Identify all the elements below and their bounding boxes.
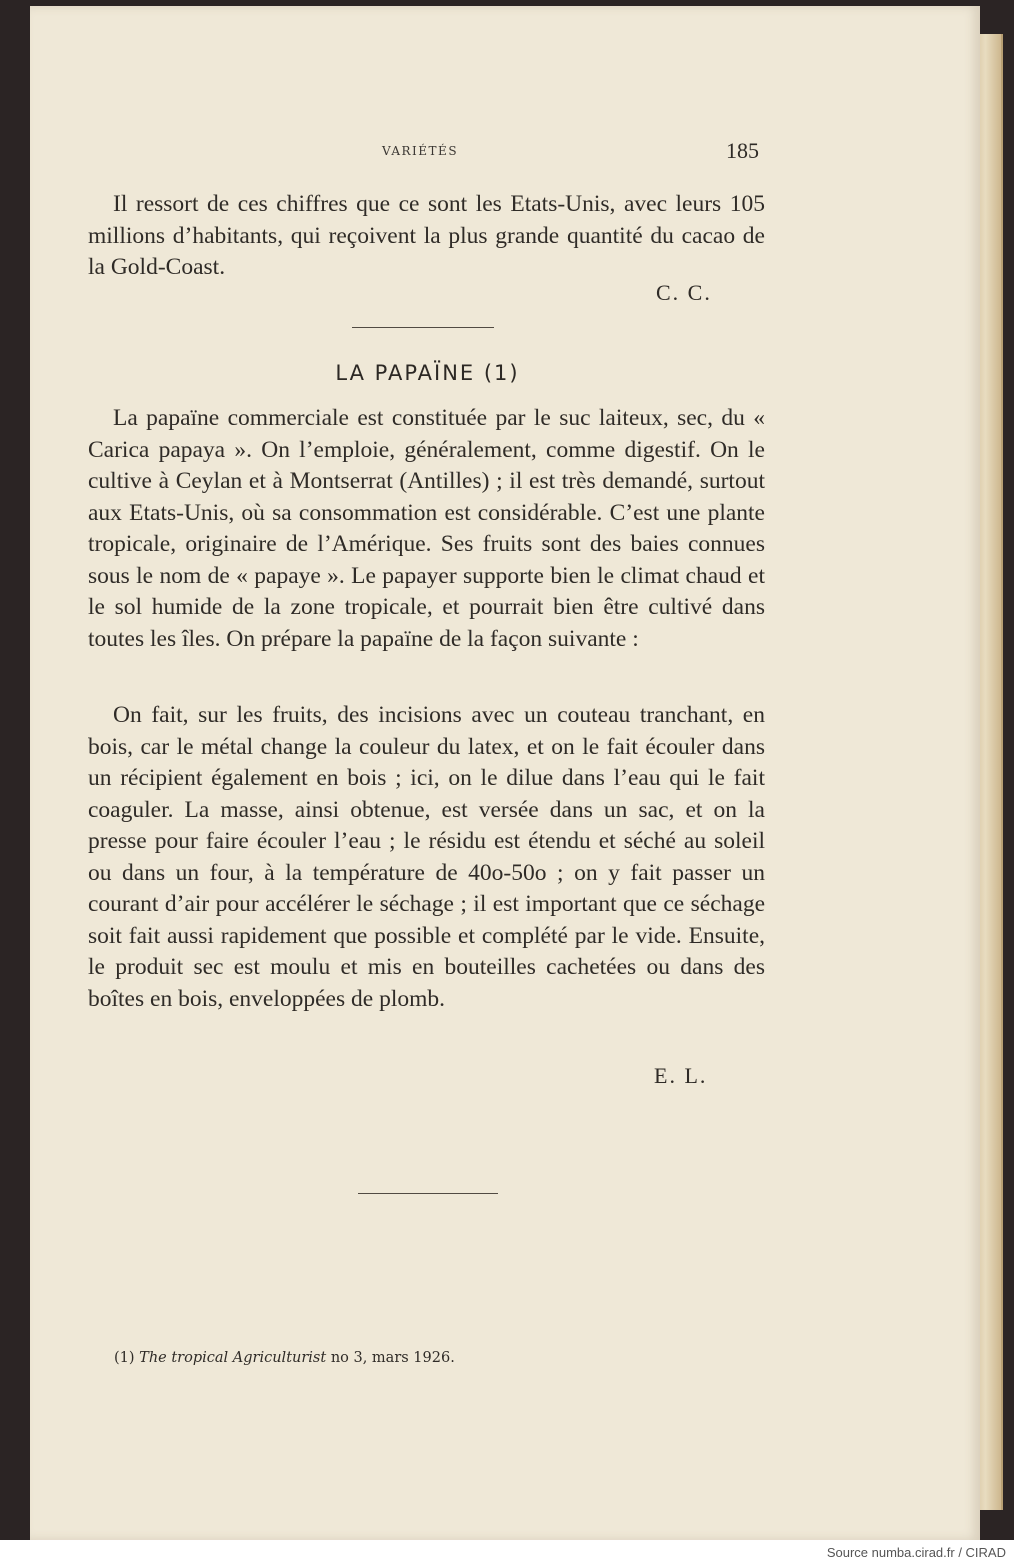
running-head: VARIÉTÉS — [382, 144, 459, 158]
footnote-marker: (1) — [114, 1350, 135, 1366]
paragraph-gold-coast: Il ressort de ces chiffres que ce sont les Etats-Unis, avec leurs 105 millions d’habitants, qui reçoivent la plus grande quantité du cacao de la Gold-Coast. — [88, 191, 765, 280]
signature-el: E. L. — [654, 1063, 708, 1088]
paragraph-papaine-intro: La papaïne commerciale est constituée par le suc laiteux, sec, du « Carica papaya ». On l’emploie, généralement, comme digestif. On le cultive à Ceylan et à Montserrat (Antilles) ; il est très demandé, surtout aux Etats-Unis, où sa consommation est considérable. C’est une plante tropicale, originaire de l’Amérique. Ses fruits sont des baies connues sous le nom de « papaye ». Le papayer supporte bien le climat chaud et le sol humide de la zone tropicale, et pourrait bien être cultivé dans toutes les îles. On prépare la papaïne de la façon suivante : — [88, 405, 765, 652]
signature-cc: C. C. — [656, 280, 712, 305]
separator-rule-top — [352, 327, 494, 328]
footnote — [114, 1350, 455, 1366]
article-title: LA PAPAÏNE (1) — [335, 361, 520, 385]
footnote-title: The tropical Agriculturist — [139, 1350, 327, 1366]
separator-rule-bottom — [358, 1193, 498, 1194]
source-credit: Source numba.cirad.fr / CIRAD — [826, 1545, 1006, 1560]
page-header — [30, 138, 980, 168]
footnote-details: no 3, mars 1926. — [330, 1350, 455, 1366]
paragraph-papaine-preparation: On fait, sur les fruits, des incisions avec un couteau tranchant, en bois, car le métal change la couleur du latex, et on le fait écouler dans un récipient également en bois ; ici, on le dilue dans l’eau qui le fait coaguler. La masse, ainsi obtenue, est versée dans un sac, et on la presse pour faire écouler l’eau ; le résidu est étendu et séché au soleil ou dans un four, à la température de 40o-50o ; on y fait passer un courant d’air pour accélérer le séchage ; il est important que ce séchage soit fait aussi rapidement que possible et complété par le vide. Ensuite, le produit sec est moulu et mis en bouteilles cachetées ou dans des boîtes en bois, enveloppées de plomb. — [88, 702, 765, 1012]
page-number: 185 — [726, 138, 759, 163]
book-page — [30, 6, 980, 1540]
